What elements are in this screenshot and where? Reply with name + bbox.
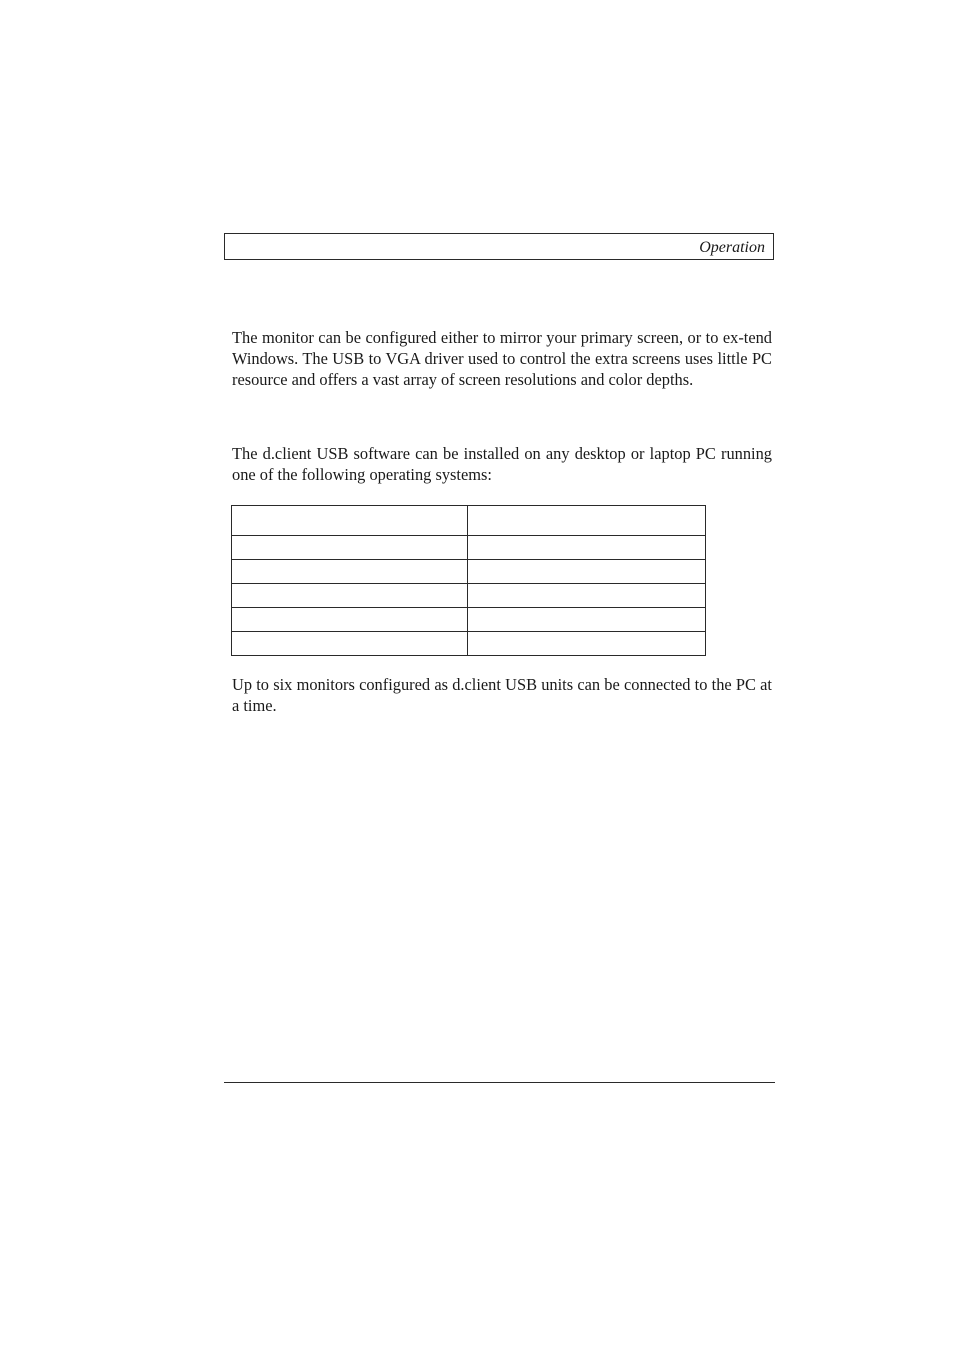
table-cell bbox=[468, 536, 706, 560]
footer-divider bbox=[224, 1082, 775, 1083]
table-row bbox=[232, 536, 706, 560]
table-header-cell bbox=[232, 506, 468, 536]
running-header bbox=[224, 233, 774, 260]
table-row bbox=[232, 584, 706, 608]
table-cell bbox=[232, 560, 468, 584]
table-cell bbox=[232, 584, 468, 608]
closing-paragraph: Up to six monitors configured as d.client USB units can be connected to the PC at a time. bbox=[232, 675, 772, 715]
table-cell bbox=[468, 560, 706, 584]
intro-paragraph: The monitor can be configured either to mirror your primary screen, or to ex-tend Windows. The USB to VGA driver used to control the extra screens uses little PC resource and offers a vast array of screen resolutions and color depths. bbox=[232, 328, 772, 389]
table-header-row bbox=[232, 506, 706, 536]
table-row bbox=[232, 608, 706, 632]
table-cell bbox=[232, 632, 468, 656]
section-title: Operation bbox=[699, 239, 765, 256]
table-cell bbox=[468, 584, 706, 608]
table-cell bbox=[232, 536, 468, 560]
table-cell bbox=[468, 608, 706, 632]
requirements-paragraph: The d.client USB software can be installed on any desktop or laptop PC running one of the following operating systems: bbox=[232, 444, 772, 484]
table-row bbox=[232, 560, 706, 584]
table-cell bbox=[468, 632, 706, 656]
table-row bbox=[232, 632, 706, 656]
operating-systems-table bbox=[231, 505, 706, 656]
table-cell bbox=[232, 608, 468, 632]
table-header-cell bbox=[468, 506, 706, 536]
